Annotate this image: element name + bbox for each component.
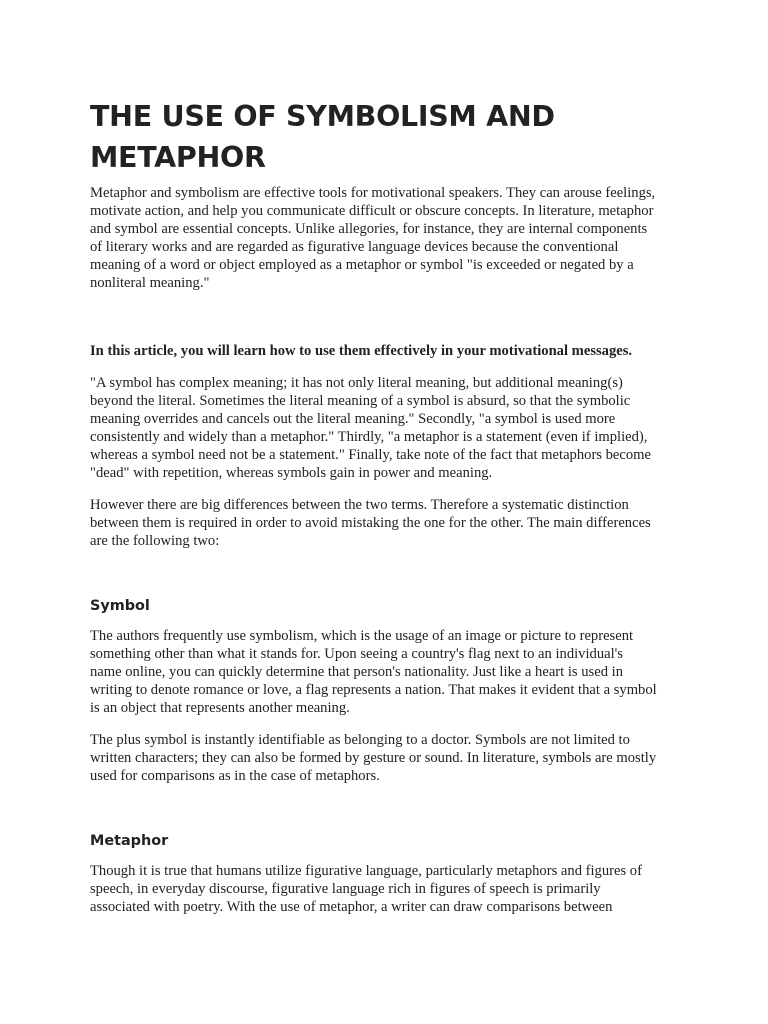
metaphor-paragraph-1: Though it is true that humans utilize figurative language, particularly metaphors and figures of speech, in everyday discourse, figurative language rich in figures of speech is primarily associated with poetry. With the use of metaphor, a writer can draw comparisons between: [90, 863, 642, 916]
intro-paragraph: Metaphor and symbolism are effective tools for motivational speakers. They can arouse feelings, motivate action, and help you communicate difficult or obscure concepts. In literature, metaphor and symbol are essential concepts. Unlike allegories, for instance, they are internal components of literary works and are regarded as figurative language devices because the conventional meaning of a word or object employed as a metaphor or symbol "is exceeded or negated by a nonliteral meaning.": [90, 185, 656, 292]
differences-paragraph: However there are big differences between the two terms. Therefore a systematic distinction between them is required in order to avoid mistaking the one for the other. The main differences are the following two:: [90, 497, 651, 550]
symbol-paragraph-2: The plus symbol is instantly identifiable as belonging to a doctor. Symbols are not limited to written characters; they can also be formed by gesture or sound. In literature, symbols are mostly used for comparisons as in the case of metaphors.: [90, 732, 657, 785]
lead-sentence: In this article, you will learn how to use them effectively in your motivational messages.: [90, 343, 633, 359]
symbol-paragraph-1: The authors frequently use symbolism, which is the usage of an image or picture to represent something other than what it stands for. Upon seeing a country's flag next to an individual's name online, you can quickly determine that person's nationality. Just like a heart is used in writing to denote romance or love, a flag represents a nation. That makes it evident that a symbol is an object that represents another meaning.: [90, 628, 657, 717]
quote-paragraph: "A symbol has complex meaning; it has not only literal meaning, but additional meaning(s) beyond the literal. Sometimes the literal meaning of a symbol is absurd, so that the symbolic meaning overrides and cancels out the literal meaning." Secondly, "a symbol is used more consistently and widely than a metaphor." Thirdly, "a metaphor is a statement (even if implied), whereas a symbol need not be a statement." Finally, take note of the fact that metaphors become "dead" with repetition, whereas symbols gain in power and meaning.: [90, 375, 652, 482]
metaphor-heading: Metaphor: [90, 833, 169, 849]
page-title: THE USE OF SYMBOLISM AND METAPHOR: [90, 100, 555, 174]
symbol-heading: Symbol: [90, 598, 150, 614]
